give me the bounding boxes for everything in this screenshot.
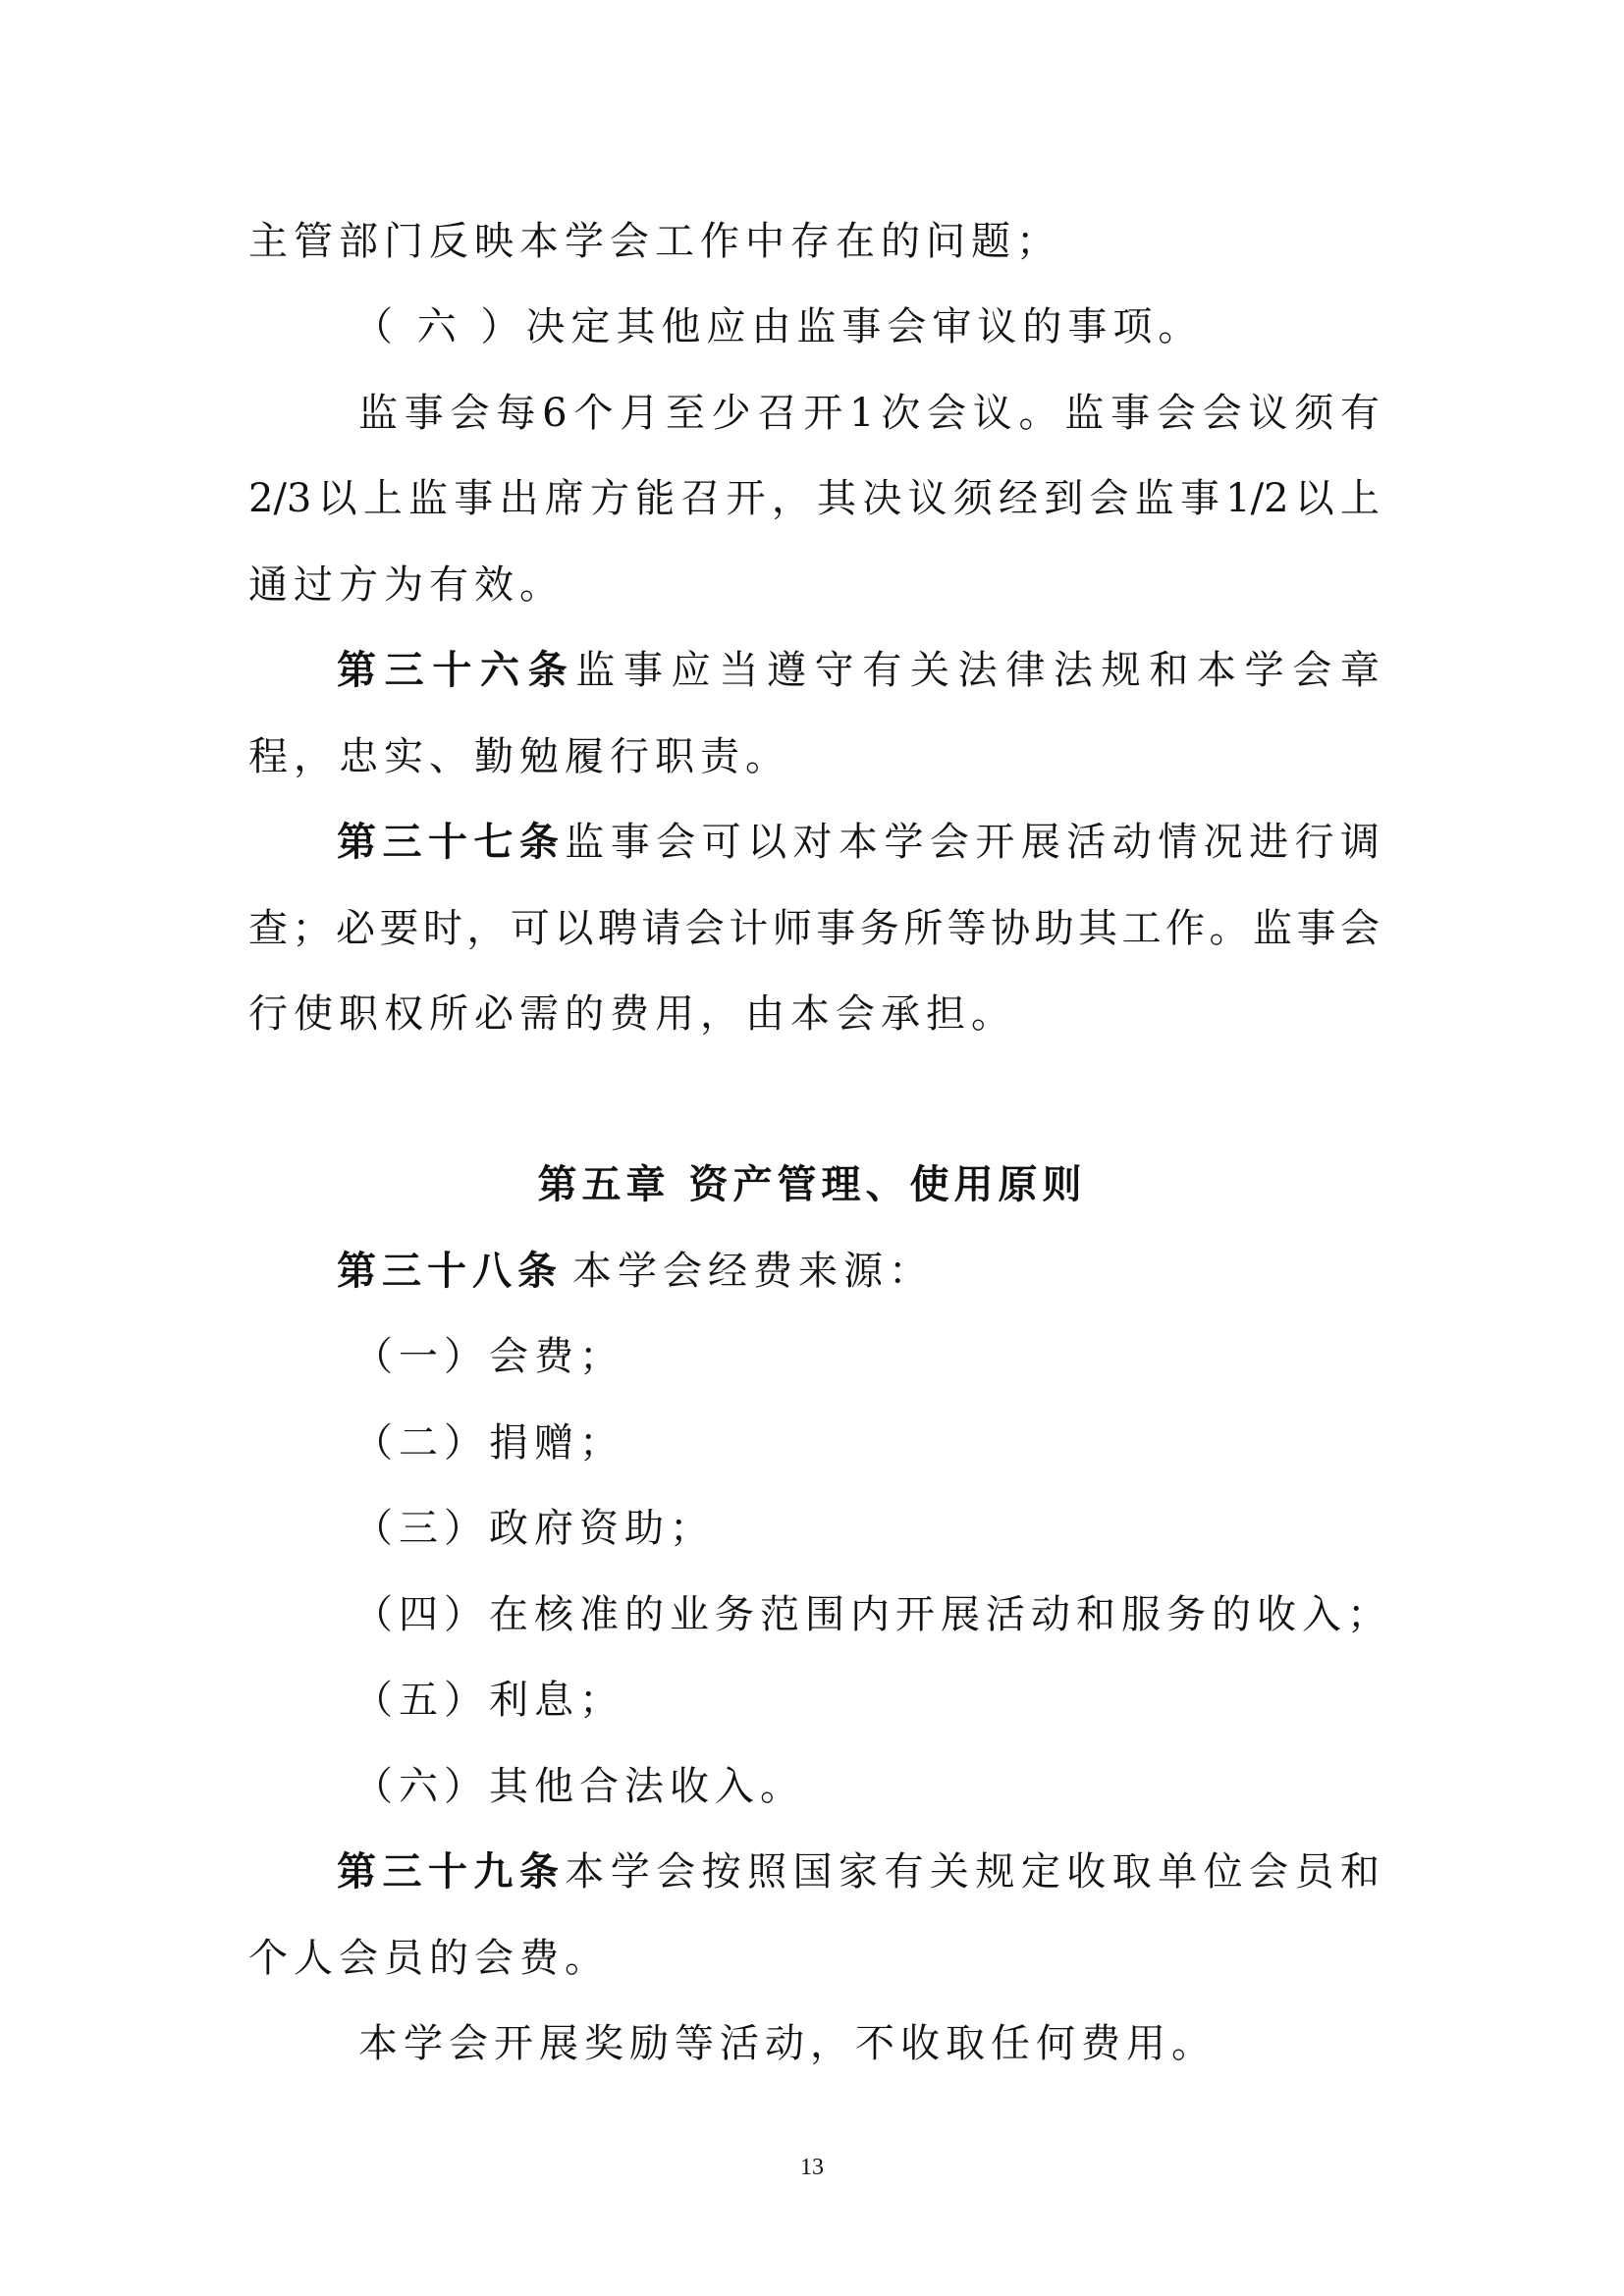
list-item: （ 六 ）决定其他应由监事会审议的事项。 (353, 304, 1204, 349)
list-item: （三）政府资助； (353, 1506, 715, 1551)
article-36 (337, 645, 1380, 696)
article-text: 本学会按照国家有关规定收取单位会员和 (565, 1849, 1380, 1895)
paragraph-line: 行使职权所必需的费用，由本会承担。 (248, 991, 1016, 1037)
article-39 (337, 1846, 1380, 1897)
article-38 (337, 1246, 934, 1297)
article-label: 第三十六条 (337, 647, 576, 693)
list-item: （五）利息； (353, 1678, 624, 1723)
paragraph-line: 本学会开展奖励等活动，不收取任何费用。 (358, 2021, 1217, 2066)
article-37 (337, 817, 1380, 868)
article-text: 本学会经费来源： (572, 1249, 934, 1294)
article-text: 监事会可以对本学会开展活动情况进行调 (565, 820, 1380, 865)
paragraph-line: 通过方为有效。 (248, 562, 565, 608)
chapter-heading: 第五章 资产管理、使用原则 (537, 1161, 1087, 1207)
paragraph-line: 2/3以上监事出席方能召开，其决议须经到会监事1/2以上 (248, 476, 1380, 521)
paragraph-line: 程，忠实、勤勉履行职责。 (248, 734, 790, 779)
list-item: （二）捐赠； (353, 1420, 624, 1466)
list-item: （四）在核准的业务范围内开展活动和服务的收入； (353, 1592, 1392, 1637)
list-item: （六）其他合法收入。 (353, 1764, 805, 1809)
list-item: （一）会费； (353, 1334, 624, 1379)
article-label: 第三十八条 (337, 1248, 563, 1294)
paragraph-line: 监事会每6个月至少召开1次会议。监事会会议须有 (358, 391, 1380, 436)
page-number: 13 (800, 2155, 824, 2180)
article-text: 监事应当遵守有关法律法规和本学会章 (575, 648, 1380, 693)
paragraph-line: 个人会员的会费。 (248, 1936, 610, 1981)
article-label: 第三十九条 (337, 1848, 566, 1895)
paragraph-line: 查；必要时，可以聘请会计师事务所等协助其工作。监事会 (248, 906, 1380, 951)
article-label: 第三十七条 (337, 819, 566, 865)
paragraph-line: 主管部门反映本学会工作中存在的问题； (248, 219, 1061, 264)
